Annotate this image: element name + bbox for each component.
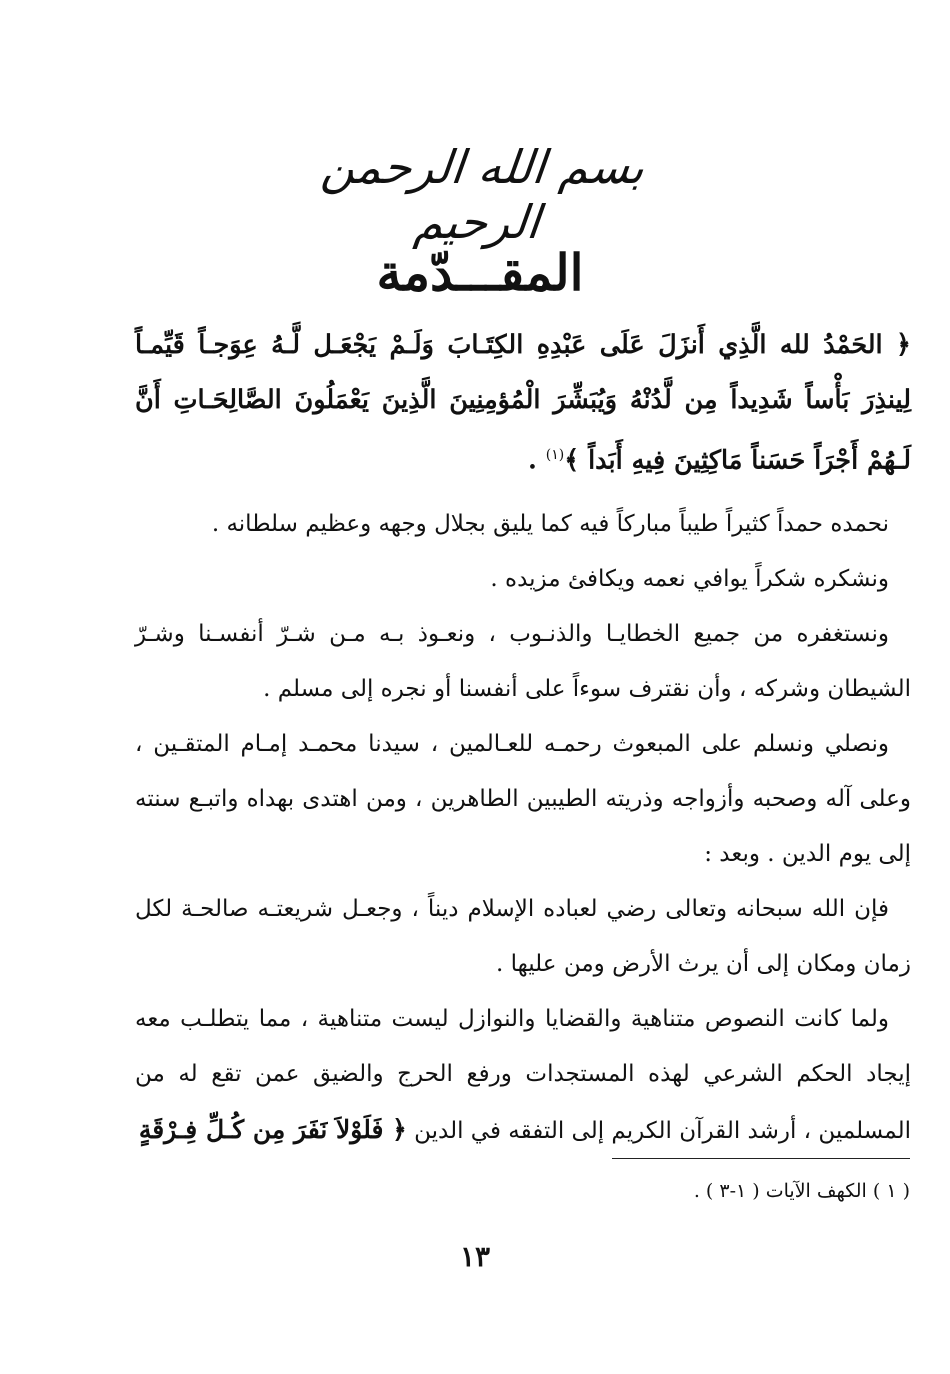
paragraph-jurisprudence-text: ولما كانت النصوص متناهية والقضايا والنوازل ليست متناهية ، مما يتطلـب معه إيجاد الحكم الشرعي لهذه المستجدات ورفع الحرج والضيق عمن تقع له من المسلمين ، أرشد القرآن الكريم إلى التفقه في الدين bbox=[135, 1005, 911, 1144]
main-text bbox=[135, 318, 911, 1159]
paragraph-jurisprudence bbox=[135, 992, 911, 1159]
paragraph-praise: نحمده حمداً كثيراً طيباً مباركاً فيه كما يليق بجلال وجهه وعظيم سلطانه . bbox=[211, 510, 889, 537]
section-title: المقـــدّمة bbox=[376, 243, 584, 302]
page-number: ١٣ bbox=[459, 1240, 491, 1273]
footnote-divider bbox=[612, 1158, 910, 1159]
paragraph-salutation: ونصلي ونسلم على المبعوث رحمـه للعـالمين ، سيدنا محمـد إمـام المتقـين ، وعلى آله وصحبه وأزواجه وذريته الطيبين الطاهرين ، ومن اهتدى بهداه واتبـع سنته إلى يوم الدين . وبعد : bbox=[135, 730, 911, 867]
verse-end-mark: . bbox=[528, 445, 546, 476]
basmala-calligraphy: بسم الله الرحمن الرحيم bbox=[318, 140, 648, 250]
footnote-reference: (١) bbox=[545, 447, 565, 463]
paragraph-sharia: فإن الله سبحانه وتعالى رضي لعباده الإسلام ديناً ، وجعـل شريعتـه صالحـة لكل زمان ومكان إلى أن يرث الأرض ومن عليها . bbox=[135, 895, 911, 977]
quran-verse-opening bbox=[135, 318, 911, 489]
paragraph-thanks: ونشكره شكراً يوافي نعمه ويكافئ مزيده . bbox=[490, 565, 889, 592]
quran-verse-text: ﴿ الحَمْدُ لله الَّذِي أَنزَلَ عَلَى عَبْدِهِ الكِتَـابَ وَلَـمْ يَجْعَـل لَّـهُ عِوَجـاً قَيِّمـاً لِينذِرَ بَأْساً شَدِيداً مِن لَّدُنْهُ وَيُبَشِّرَ الْمُؤمِنِينَ الَّذِينَ يَعْمَلُونَ الصَّالِحَـاتِ أَنَّ لَـهُمْ أَجْرَاً حَسَناً مَاكِثِينَ فِيهِ أَبَداً ﴾ bbox=[135, 330, 911, 476]
paragraph-forgiveness: ونستغفره من جميع الخطايـا والذنـوب ، ونعـوذ بـه مـن شـرّ أنفسـنا وشـرّ الشيطان وشركه ، وأن نقترف سوءاً على أنفسنا أو نجره إلى مسلم . bbox=[135, 620, 911, 702]
footnote: ( ١ ) الكهف الآيات ( ١-٣ ) . bbox=[693, 1180, 910, 1202]
quran-verse-inline: ﴿ فَلَوْلاَ نَفَرَ مِن كُـلِّ فِـرْقَةٍ bbox=[138, 1114, 407, 1144]
